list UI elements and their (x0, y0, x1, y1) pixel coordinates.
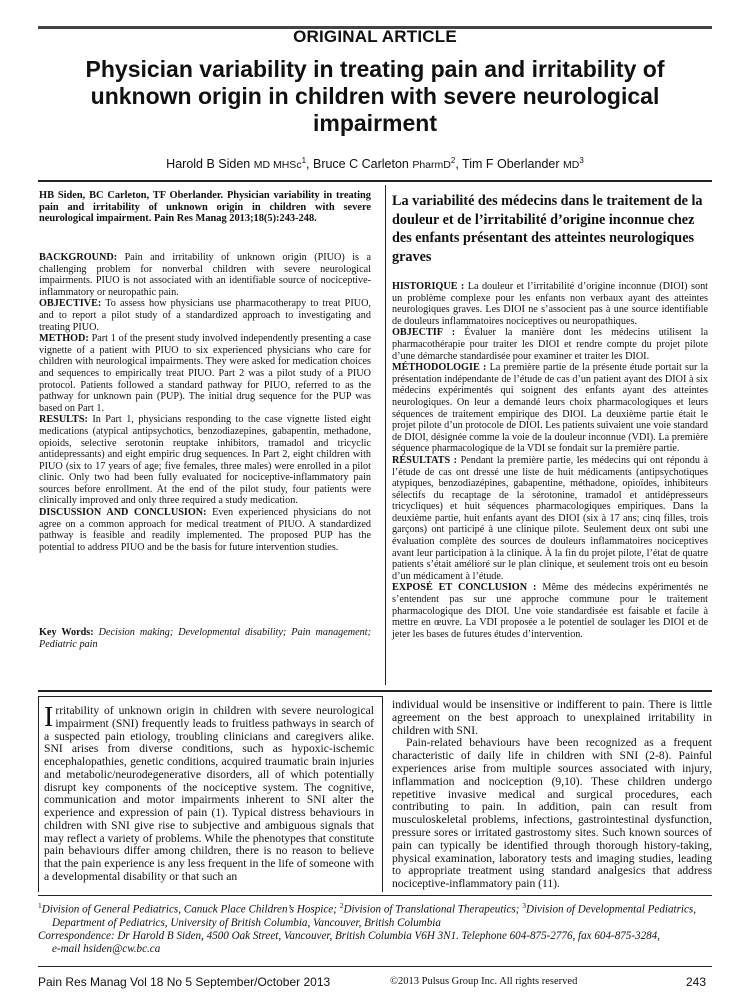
author-name: Harold B Siden (166, 157, 251, 172)
abstract-paragraph (39, 333, 371, 414)
abstract-text: Pendant la première partie, les médecins qui ont répondu à l’étude de cas ont dressé une liste de huit médicaments (antipsychotiques atypiques, benzodiazépines, gabapentine, méthadone, opioïdes, inhibiteurs sélectifs du recaptage de la sérotonine, tramadol et antidépresseurs tricycliques) et huit séquences pharmacologiques empiriques. Dans la deuxième partie, huit enfants ayant des DIOI (six à 17 ans; cinq filles, trois garçons) ont participé à une clinique pilote. Seulement deux ont subi une évaluation complète des sources de douleurs inflammatoires nociceptives avant leur participation à la clinique. À la fin du projet pilote, l’état de quatre patients s’était amélioré sur le plan clinique, et seulement trois ont eu besoin d’un médicament à l’étude. (392, 454, 709, 582)
affiliation-text: Division of General Pediatrics, Canuck Place Children’s Hospice; (41, 903, 340, 916)
abstract-label: RESULTS: (39, 414, 88, 426)
intro-box-top (38, 696, 383, 697)
keywords (39, 627, 371, 650)
affiliation-number: 1 (38, 901, 42, 910)
body-text: rritability of unknown origin in children with severe neurological impairment (SNI) frequently leads to fruitless pathways in search of a suspected pain etiology, troubling clinicians and caregivers alike. SNI arises from diverse conditions, such as hypoxic-ischemic encephalopathies, genetic conditions, acquired traumatic brain injuries and metabolic/neurodegenerative disorders, all of which potentially disrupt key components of the nociceptive system. The cognitive, communication and motor impairments inherent to SNI alter the experience and expression of pain (1). Typical distress behaviours in children with SNI give rise to subjective and ambiguous signals that may reflect a variety of problems. While the phenotypes that constitute pain behaviours differ among children, there is no reason to believe that the pain experience is any less frequent in the life of someone with a developmental disability or that such an (44, 704, 374, 883)
citation: HB Siden, BC Carleton, TF Oberlander. Physician variability in treating pain and irritability of unknown origin in children with severe neurological impairment. Pain Res Manag 2013;18(5):243-248. (39, 190, 371, 225)
body-left-column (44, 702, 374, 884)
affiliation-continued: Department of Pediatrics, University of British Columbia, Vancouver, British Columbia (52, 916, 441, 929)
abstract-text: Pain and irritability of unknown origin (PIUO) is a challenging problem for nonverbal children with severe neurological impairments. PIUO is not associated with an identifiable source of nociceptive-inflammatory or neuropathic pain. (39, 252, 372, 298)
author-name: Bruce C Carleton (312, 157, 409, 172)
copyright: ©2013 Pulsus Group Inc. All rights reserved (390, 976, 578, 987)
abstract-paragraph (39, 298, 371, 333)
author-affiliation: 3 (579, 156, 584, 165)
author-degree: MD MHSc (253, 159, 302, 172)
author-degree: PharmD (412, 159, 451, 172)
abstract-text: La douleur et l’irritabilité d’origine inconnue (DIOI) sont un problème complexe pour les enfants non verbaux ayant des atteintes neurologiques graves. Les DIOI ne s’associent pas à une source identifiable de douleurs inflammatoires nociceptives ou neuropathiques. (392, 281, 708, 327)
correspondence-email: e-mail hsiden@cw.bc.ca (52, 942, 161, 955)
abstract-label: DISCUSSION AND CONCLUSION: (39, 507, 207, 519)
abstract-label: METHOD: (39, 333, 89, 345)
keywords-text: Decision making; Developmental disability; Pain management; Pediatric pain (39, 627, 371, 650)
affiliation-number: 3 (522, 901, 526, 910)
abstract-label: HISTORIQUE : (392, 281, 465, 292)
abstract-label: EXPOSÉ ET CONCLUSION : (392, 582, 537, 594)
abstract-label: OBJECTIF : (392, 327, 456, 339)
footnotes (38, 899, 718, 956)
abstract-english (39, 252, 371, 553)
abstract-text: La première partie de la présente étude portait sur la présentation indépendante de l’étude de cas d’un patient ayant des DIOI à six médecins expérimentés qui soignent des enfants ayant des atteintes neurologiques. On leur a demandé leurs choix pharmacologiques et leurs séquences de traitement empirique des DIOI. La deuxième partie était le projet pilote d’un protocole de DIOI. Les patients suivaient une voie standard de DIOI, désignée comme la voie de la douleur inconnue (VDI). La première séquence pharmacologique de la VDI se fondait sur la première partie. (392, 362, 709, 455)
footnote-rule (38, 895, 712, 896)
abstract-label: OBJECTIVE: (39, 298, 102, 310)
abstract-text: Évaluer la manière dont les médecins utilisent la pharmacothérapie pour traiter les DIOI et rendre compte du projet pilote d’une démarche standardisée pour examiner et traiter les DIOI. (392, 327, 708, 362)
body-column-divider (382, 696, 383, 892)
body-paragraph: individual would be insensitive or indifferent to pain. There is little agreement on the best approach to unexplained irritability in children with SNI. (392, 698, 712, 737)
section-label: ORIGINAL ARTICLE (293, 27, 457, 46)
abstract-paragraph (392, 281, 708, 327)
article-title: Physician variability in treating pain and irritability of unknown origin in children with severe neurological impairment (85, 56, 665, 136)
journal-info: Pain Res Manag Vol 18 No 5 September/October 2013 (38, 975, 331, 989)
abstract-text: Part 1 of the present study involved independently presenting a case vignette of a patient with PIUO to six experienced physicians who care for children with neurological impairments. They were asked for medication choices and sequences to empirically treat PIUO. Part 2 was a pilot study of a PIUO protocol. Patients followed a standard pathway for PIUO, referred to as the pathway for unknown pain (PUP). The initial drug sequence for the PUP was based on Part 1. (39, 333, 371, 414)
keywords-label: Key Words: (39, 627, 94, 638)
abstract-text: Même des médecins expérimentés ne s’entendent pas sur une approche commune pour le traitement pharmacologique des DIOI. Une voie standardisée est faisable et facile à mettre en œuvre. La VDI proposée a le potentiel de soulager les DIOI et de jeter les bases de futures études d’intervention. (392, 582, 708, 640)
abstract-text: In Part 1, physicians responding to the case vignette listed eight medications (atypical antipsychotics, benzodiazepines, gabapentin, methadone, opioids, selective serotonin reuptake inhibitors, tramadol and tricyclic antidepressants) and eight empiric drug sequences. In Part 2, eight children with PIUO (six to 17 years of age; five females, three males) were enrolled in a pilot clinic. Only two had been fully evaluated for nociceptive-inflammatory pain sources before enrollment. At the end of the pilot study, four patients were clinically improved and only three required a study medication. (39, 414, 371, 507)
abstract-paragraph (39, 252, 371, 298)
correspondence: Correspondence: Dr Harold B Siden, 4500 Oak Street, Vancouver, British Columbia V6H 3N1. Telephone 604-875-2776, fax 604-875-3284, (38, 929, 661, 942)
abstract-text: To assess how physicians use pharmacotherapy to treat PIUO, and to report a pilot study of a standardized approach to investigating and treating PIUO. (39, 298, 371, 333)
author-affiliation: 1 (301, 156, 307, 165)
body-paragraph: Pain-related behaviours have been recognized as a frequent characteristic of daily life in children with SNI (2-8). Painful experiences arise from multiple sources associated with injury, inflammation and nociception (9,10). These children undergo repetitive invasive medical and surgical procedures, each contributing to pain. In addition, pain can result from musculoskeletal problems, infections, gastrointestinal dysfunction, pressure sores or irritated gastrostomy sites. Such known sources of pain can typically be identified through thorough history-taking, physical examination, laboratory tests and imaging studies, leading to appropriate treatment using standard analgesics that address nociceptive-inflammatory pain (11). (392, 736, 712, 891)
author-list: Harold B Siden MD MHSc$^1$, Bruce C Carleton PharmD$^2$, Tim F Oberlander $MD^3$ (166, 156, 584, 172)
abstract-label: RÉSULTATS : (392, 454, 458, 466)
french-title: La variabilité des médecins dans le traitement de la douleur et de l’irritabilité d’origine inconnue chez des enfants présentant des atteintes neurologiques graves (392, 193, 703, 265)
abstract-paragraph (392, 362, 708, 455)
affiliations (38, 899, 718, 917)
drop-cap: I (44, 702, 54, 733)
abstract-paragraph (392, 327, 708, 362)
author-name: Tim F Oberlander (462, 157, 560, 172)
author-affiliation: 2 (450, 156, 456, 165)
abstract-column-divider (385, 185, 386, 685)
abstract-label: MÉTHODOLOGIE : (392, 362, 487, 374)
intro-box-left (38, 696, 39, 892)
abstract-paragraph (392, 455, 708, 583)
affiliation-number: 2 (339, 901, 344, 910)
body-right-column (392, 699, 712, 891)
abstract-label: BACKGROUND: (39, 252, 118, 263)
abstract-paragraph (392, 582, 708, 640)
footer-rule (38, 966, 712, 967)
abstract-text: Even experienced physicians do not agree on a common approach for medical treatment of PIUO. A standardized pathway is feasible and readily implemented. The proposed PUP has the potential to address PIUO and be the basis for future intervention studies. (39, 507, 372, 553)
abstract-french (392, 281, 708, 640)
author-degree: MD (563, 159, 580, 172)
affiliation-text: Division of Developmental Pediatrics, (525, 903, 697, 916)
abstract-paragraph (39, 507, 371, 553)
affiliation-text: Division of Translational Therapeutics; (343, 903, 523, 916)
abstract-paragraph (39, 414, 371, 507)
page-number: 243 (686, 975, 707, 989)
